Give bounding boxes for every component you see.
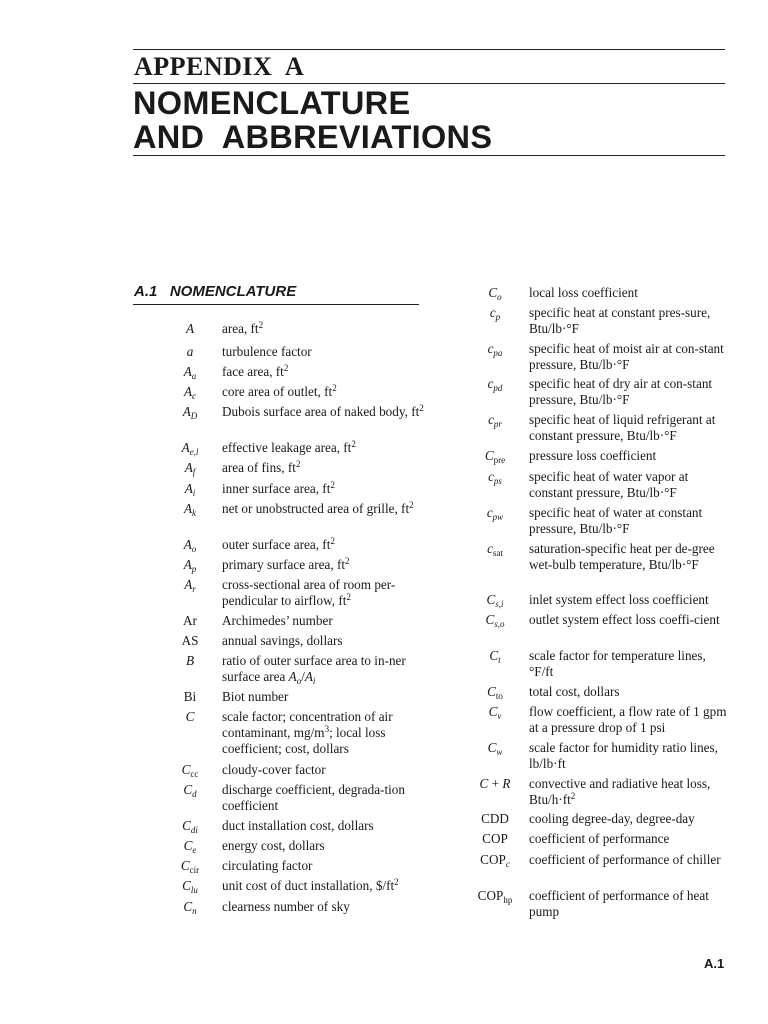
entry-symbol: $C_n$ xyxy=(183,899,197,916)
entry-description: coefficient of performance xyxy=(529,831,670,846)
entry-symbol: A xyxy=(185,321,195,336)
entry-description: inner surface area, $ft^2$ xyxy=(222,480,335,496)
entry-description: annual savings, dollars xyxy=(222,633,343,648)
entry-description: circulating factor xyxy=(222,858,313,873)
entry-description: scale factor for humidity ratio lines, lb/lb·ft xyxy=(529,740,718,771)
entry-symbol: $c_{ps}$ xyxy=(488,469,502,486)
entry-symbol: $c_{pr}$ xyxy=(488,412,502,429)
entry-symbol: $C_w$ xyxy=(487,740,503,757)
entry-symbol: $A_{e,l}$ xyxy=(181,440,199,457)
entry-symbol: $C_{lu}$ xyxy=(182,878,198,895)
entry-description: specific heat at constant pres-sure, Btu/lb·°F xyxy=(529,305,711,336)
entry-symbol: $c_{pd}$ xyxy=(487,376,503,393)
entry-symbol: $A_p$ xyxy=(183,557,197,574)
entry-description: ratio of outer surface area to in-ner surface area $A_o/A_i$ xyxy=(222,653,406,686)
entry-description: pressure loss coefficient xyxy=(529,448,657,463)
entry-symbol: $c_p$ xyxy=(489,305,501,322)
entry-description: discharge coefficient, degrada-tion coefficient xyxy=(222,782,405,813)
entry-description: outlet system effect loss coeffi-cient xyxy=(529,612,720,627)
entry-symbol: $A_i$ xyxy=(184,481,196,498)
entry-symbol: $C_{pre}$ xyxy=(484,448,506,465)
entry-symbol: $A_c$ xyxy=(183,384,197,401)
entry-description: coefficient of performance of chiller xyxy=(529,852,721,867)
entry-symbol: $A_o$ xyxy=(183,537,197,554)
entry-description: duct installation cost, dollars xyxy=(222,818,374,833)
entry-description: primary surface area, $ft^2$ xyxy=(222,556,350,572)
entry-symbol: $C_{s,i}$ xyxy=(486,592,504,609)
entry-description: local loss coefficient xyxy=(529,285,638,300)
entry-description: Biot number xyxy=(222,689,289,704)
entry-description: inlet system effect loss coefficient xyxy=(529,592,709,607)
entry-description: cloudy-cover factor xyxy=(222,762,326,777)
entry-description: specific heat of moist air at con-stant pressure, Btu/lb·°F xyxy=(529,341,724,372)
entry-symbol: Bi xyxy=(183,689,197,704)
entry-symbol: $C_e$ xyxy=(183,838,197,855)
entry-symbol: $A_f$ xyxy=(184,460,196,477)
title-top-rule xyxy=(133,83,725,84)
entry-description: total cost, dollars xyxy=(529,684,620,699)
entry-symbol: C + R xyxy=(479,776,511,791)
entry-symbol: C xyxy=(185,709,195,724)
entry-symbol: $A_D$ xyxy=(182,404,198,421)
entry-symbol: $c_{pa}$ xyxy=(487,341,503,358)
section-heading: A.1 NOMENCLATURE xyxy=(134,283,297,300)
entry-symbol: $C_{cir}$ xyxy=(180,858,200,875)
entry-symbol: $C_v$ xyxy=(488,704,502,721)
entry-description: clearness number of sky xyxy=(222,899,350,914)
entry-description: scale factor for temperature lines, °F/ft xyxy=(529,648,706,679)
entry-symbol: $C_{di}$ xyxy=(182,818,198,835)
entry-symbol: Ar xyxy=(183,613,197,628)
entry-description: Archimedes’ number xyxy=(222,613,333,628)
entry-description: specific heat of water vapor at constant pressure, Btu/lb·°F xyxy=(529,469,689,500)
title-line-2: AND ABBREVIATIONS xyxy=(133,119,493,155)
entry-description: area of fins, $ft^2$ xyxy=(222,459,301,475)
entry-description: specific heat of dry air at con-stant pressure, Btu/lb·°F xyxy=(529,376,713,407)
entry-symbol: a xyxy=(186,344,194,359)
entry-description: scale factor; concentration of air contaminant, $mg/m^3$; local loss coefficient; cost, dollars xyxy=(222,709,393,756)
entry-symbol: $C_{to}$ xyxy=(487,684,503,701)
entry-symbol: $C_{s,o}$ xyxy=(485,612,505,629)
entry-description: flow coefficient, a flow rate of 1 gpm at a pressure drop of 1 psi xyxy=(529,704,727,735)
entry-symbol: $c_{sat}$ xyxy=(487,541,503,558)
entry-description: specific heat of water at constant pressure, Btu/lb·°F xyxy=(529,505,703,536)
entry-description: face area, $ft^2$ xyxy=(222,363,289,379)
entry-description: unit cost of duct installation, $\$/ft^2$ xyxy=(222,877,399,893)
entry-symbol: COP xyxy=(482,831,508,846)
entry-symbol: $A_a$ xyxy=(183,364,197,381)
entry-symbol: $C_o$ xyxy=(488,285,502,302)
entry-symbol: $c_{pw}$ xyxy=(486,505,504,522)
appendix-label: APPENDIX A xyxy=(134,52,305,81)
entry-symbol: $COP_c$ xyxy=(480,852,510,869)
top-rule xyxy=(133,49,725,50)
entry-description: core area of outlet, $ft^2$ xyxy=(222,383,337,399)
entry-description: Dubois surface area of naked body, $ft^2$ xyxy=(222,403,424,419)
page-number: A.1 xyxy=(704,956,725,971)
entry-description: saturation-specific heat per de-gree wet-bulb temperature, Btu/lb·°F xyxy=(529,541,715,572)
entry-symbol: $C_{cc}$ xyxy=(181,762,199,779)
entry-symbol: $C_d$ xyxy=(183,782,197,799)
entry-symbol: AS xyxy=(181,633,199,648)
title-line-1: NOMENCLATURE xyxy=(133,85,411,121)
entry-description: cross-sectional area of room per-pendicular to airflow, $ft^2$ xyxy=(222,577,396,608)
entry-description: convective and radiative heat loss, Btu/$h\cdot ft^2$ xyxy=(529,776,711,807)
entry-description: effective leakage area, $ft^2$ xyxy=(222,439,356,455)
entry-description: energy cost, dollars xyxy=(222,838,325,853)
entry-symbol: $A_r$ xyxy=(184,577,196,594)
entry-description: specific heat of liquid refrigerant at constant pressure, Btu/lb·°F xyxy=(529,412,716,443)
entry-description: turbulence factor xyxy=(222,344,312,359)
entry-symbol: $A_k$ xyxy=(183,501,197,518)
entry-description: outer surface area, $ft^2$ xyxy=(222,536,335,552)
title-bottom-rule xyxy=(133,155,725,156)
entry-symbol: CDD xyxy=(481,811,509,826)
entry-description: net or unobstructed area of grille, $ft^2$ xyxy=(222,500,414,516)
section-rule xyxy=(133,304,419,305)
entry-symbol: $C_t$ xyxy=(489,648,501,665)
entry-symbol: B xyxy=(185,653,195,668)
entry-symbol: $COP_{hp}$ xyxy=(477,888,513,905)
entry-description: cooling degree-day, degree-day xyxy=(529,811,695,826)
entry-description: area, $ft^2$ xyxy=(222,320,264,336)
entry-description: coefficient of performance of heat pump xyxy=(529,888,709,919)
